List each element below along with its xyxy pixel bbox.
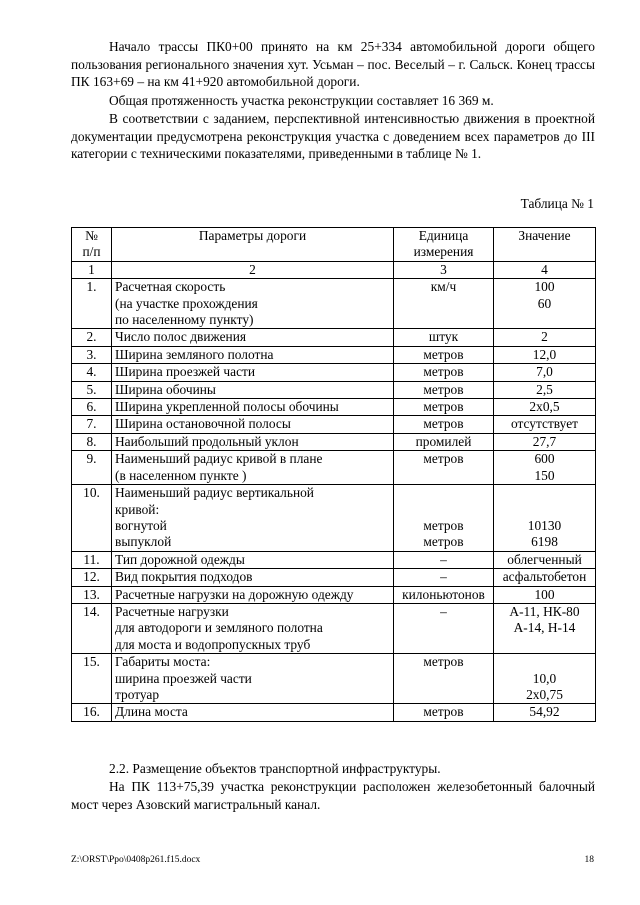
table-row [72, 346, 596, 363]
row-parameter-line: Наименьший радиус вертикальной [115, 485, 314, 501]
row-value-line: 27,7 [532, 433, 557, 449]
row-value-line: 7,0 [536, 364, 553, 380]
row-value-line: отсутствует [511, 416, 578, 432]
row-value [494, 433, 596, 450]
row-parameter-line: Расчетные нагрузки на дорожную одежду [115, 586, 354, 602]
row-number: 8. [72, 433, 112, 450]
row-unit-line: метров [423, 364, 464, 380]
row-param [112, 654, 394, 704]
row-param [112, 569, 394, 586]
table-row [72, 381, 596, 398]
row-value [494, 346, 596, 363]
row-parameter-line: кривой: [115, 501, 160, 517]
row-param [112, 416, 394, 433]
table-row [72, 433, 596, 450]
intro-paragraph-3: В соответствии с заданием, перспективной интенсивностью движения в проектной документации предусмотрена реконструкция участка с доведением всех параметров до III категории с техническими показателями, приведенными в таблице № 1. [71, 111, 595, 162]
row-value-line: 100 [534, 586, 555, 602]
table-row [72, 451, 596, 485]
row-value [494, 586, 596, 603]
column-numbers-row [72, 261, 596, 278]
table-row [72, 654, 596, 704]
row-parameter-line: Длина моста [115, 704, 188, 720]
row-number: 13. [72, 586, 112, 603]
road-parameters-table [71, 227, 596, 722]
row-value-line: А-11, НК-80 [509, 603, 580, 619]
table-body [72, 279, 596, 722]
header-num [72, 228, 112, 262]
table-row [72, 704, 596, 721]
row-param [112, 329, 394, 346]
col-number-2: 2 [112, 261, 394, 278]
row-parameter-line: Габариты моста: [115, 654, 211, 670]
row-param [112, 451, 394, 485]
row-unit-line: метров [423, 416, 464, 432]
row-parameter-line: Ширина обочины [115, 381, 216, 397]
row-parameter-line: ширина проезжей части [115, 670, 252, 686]
intro-paragraph-2: Общая протяженность участка реконструкции составляет 16 369 м. [109, 93, 494, 108]
row-parameter-line: Ширина укрепленной полосы обочины [115, 399, 339, 415]
row-unit-line: килоньютонов [402, 586, 485, 602]
row-value-line: асфальтобетон [502, 569, 587, 585]
row-unit [394, 279, 494, 329]
row-parameter-line: Ширина остановочной полосы [115, 416, 291, 432]
row-value [494, 485, 596, 552]
row-value-line: А-14, Н-14 [513, 620, 576, 636]
row-unit [394, 603, 494, 653]
row-unit-line: метров [423, 451, 464, 467]
row-value-line: 6198 [531, 534, 558, 550]
row-parameter-line: Ширина проезжей части [115, 364, 256, 380]
row-unit-line: – [440, 551, 447, 567]
header-unit [394, 228, 494, 262]
row-param [112, 364, 394, 381]
table-row [72, 485, 596, 552]
row-unit [394, 346, 494, 363]
intro-paragraph-1: Начало трассы ПК0+00 принято на км 25+334 автомобильной дороги общего пользования регионального значения хут. Усьман – пос. Веселый – г. Сальск. Конец трассы ПК 163+69 – на км 41+920 автомобильной дороги. [71, 39, 595, 90]
footer-page-number: 18 [584, 855, 594, 865]
row-parameter-line: Тип дорожной одежды [115, 551, 245, 567]
row-unit [394, 381, 494, 398]
row-param [112, 381, 394, 398]
row-param [112, 603, 394, 653]
row-unit [394, 364, 494, 381]
row-number: 7. [72, 416, 112, 433]
row-number: 11. [72, 551, 112, 568]
row-number: 9. [72, 451, 112, 485]
row-parameter-line: Расчетные нагрузки [115, 603, 229, 619]
header-param: Параметры дороги [112, 228, 394, 262]
row-unit-line: штук [428, 329, 459, 345]
row-value-line: 2х0,5 [529, 399, 560, 415]
row-unit-line [396, 501, 491, 517]
row-value-line: 10,0 [532, 670, 557, 686]
row-unit-line: промилей [415, 433, 472, 449]
header-num-line2: п/п [82, 244, 101, 260]
row-parameter-line: для моста и водопропускных труб [115, 636, 311, 652]
footer-file-path: Z:\ORST\Ppo\0408p261.f15.docx [71, 855, 201, 865]
header-value: Значение [494, 228, 596, 262]
row-unit [394, 654, 494, 704]
row-value [494, 569, 596, 586]
col-number-4: 4 [494, 261, 596, 278]
col-number-3: 3 [394, 261, 494, 278]
row-value-line: 100 [534, 279, 555, 295]
row-value [494, 381, 596, 398]
row-number: 12. [72, 569, 112, 586]
row-value [494, 364, 596, 381]
row-value [494, 654, 596, 704]
row-value [494, 279, 596, 329]
row-param [112, 399, 394, 416]
row-param [112, 433, 394, 450]
row-number: 4. [72, 364, 112, 381]
header-unit-line2: измерения [413, 244, 474, 260]
table-row [72, 364, 596, 381]
row-unit-line: метров [423, 381, 464, 397]
table-row [72, 551, 596, 568]
row-value [494, 603, 596, 653]
row-parameter-line: Ширина земляного полотна [115, 346, 274, 362]
header-num-line1: № [85, 228, 98, 243]
row-number: 16. [72, 704, 112, 721]
row-unit [394, 329, 494, 346]
row-unit [394, 399, 494, 416]
row-parameter-line: по населенному пункту) [115, 312, 254, 328]
row-number: 5. [72, 381, 112, 398]
row-unit [394, 416, 494, 433]
col-number-1: 1 [72, 261, 112, 278]
row-value [494, 416, 596, 433]
row-parameter-line: Наименьший радиус кривой в плане [115, 451, 323, 467]
row-value [494, 399, 596, 416]
row-value [494, 704, 596, 721]
row-unit-line: – [440, 603, 447, 619]
row-value [494, 551, 596, 568]
row-parameter-line: Наибольший продольный уклон [115, 433, 299, 449]
row-parameter-line: Число полос движения [115, 329, 247, 345]
row-unit-line: – [440, 569, 447, 585]
row-parameter-line: тротуар [115, 686, 160, 702]
row-number: 1. [72, 279, 112, 329]
row-unit [394, 704, 494, 721]
row-param [112, 551, 394, 568]
row-number: 14. [72, 603, 112, 653]
row-parameter-line: (на участке прохождения [115, 295, 258, 311]
row-value-line: 150 [534, 467, 555, 483]
table-row [72, 586, 596, 603]
row-value-line [496, 485, 593, 501]
row-unit-line: метров [423, 399, 464, 415]
table-row [72, 279, 596, 329]
row-parameter-line: Вид покрытия подходов [115, 569, 253, 585]
row-unit-line: метров [423, 517, 464, 533]
row-unit-line [396, 485, 491, 501]
row-unit-line: метров [423, 346, 464, 362]
row-parameter-line: для автодороги и земляного полотна [115, 620, 323, 636]
row-value-line: облегченный [507, 551, 582, 567]
row-unit [394, 485, 494, 552]
row-unit-line: метров [423, 704, 464, 720]
table-row [72, 399, 596, 416]
row-param [112, 279, 394, 329]
row-value-line [496, 654, 593, 670]
row-unit [394, 551, 494, 568]
row-value-line: 600 [534, 451, 555, 467]
table-caption: Таблица № 1 [520, 196, 594, 211]
row-number: 15. [72, 654, 112, 704]
section-paragraph-1: На ПК 113+75,39 участка реконструкции расположен железобетонный балочный мост через Азовский магистральный канал. [71, 779, 595, 812]
header-unit-line1: Единица [418, 228, 469, 243]
row-unit-line: метров [423, 654, 464, 670]
row-param [112, 346, 394, 363]
row-number: 2. [72, 329, 112, 346]
row-parameter-line: Расчетная скорость [115, 279, 226, 295]
section-heading: 2.2. Размещение объектов транспортной инфраструктуры. [109, 761, 441, 776]
row-value-line: 54,92 [529, 704, 560, 720]
table-row [72, 329, 596, 346]
row-unit-line: км/ч [430, 279, 457, 295]
table-row [72, 603, 596, 653]
row-param [112, 586, 394, 603]
row-number: 6. [72, 399, 112, 416]
row-param [112, 485, 394, 552]
table-row [72, 569, 596, 586]
row-unit [394, 569, 494, 586]
row-number: 3. [72, 346, 112, 363]
row-value-line: 60 [537, 295, 552, 311]
row-parameter-line: вогнутой [115, 517, 167, 533]
row-value-line: 2 [541, 329, 548, 345]
row-value-line [496, 501, 593, 517]
row-value [494, 451, 596, 485]
row-parameter-line: выпуклой [115, 534, 172, 550]
row-value-line: 2х0,75 [526, 686, 563, 702]
row-param [112, 704, 394, 721]
table-header-row [72, 228, 596, 262]
row-parameter-line: (в населенном пункте ) [115, 467, 247, 483]
row-unit-line: метров [423, 534, 464, 550]
row-value-line: 10130 [527, 517, 562, 533]
row-value-line: 12,0 [532, 346, 557, 362]
row-value [494, 329, 596, 346]
row-unit [394, 451, 494, 485]
row-number: 10. [72, 485, 112, 552]
row-unit [394, 433, 494, 450]
table-row [72, 416, 596, 433]
row-value-line: 2,5 [536, 381, 553, 397]
row-unit [394, 586, 494, 603]
